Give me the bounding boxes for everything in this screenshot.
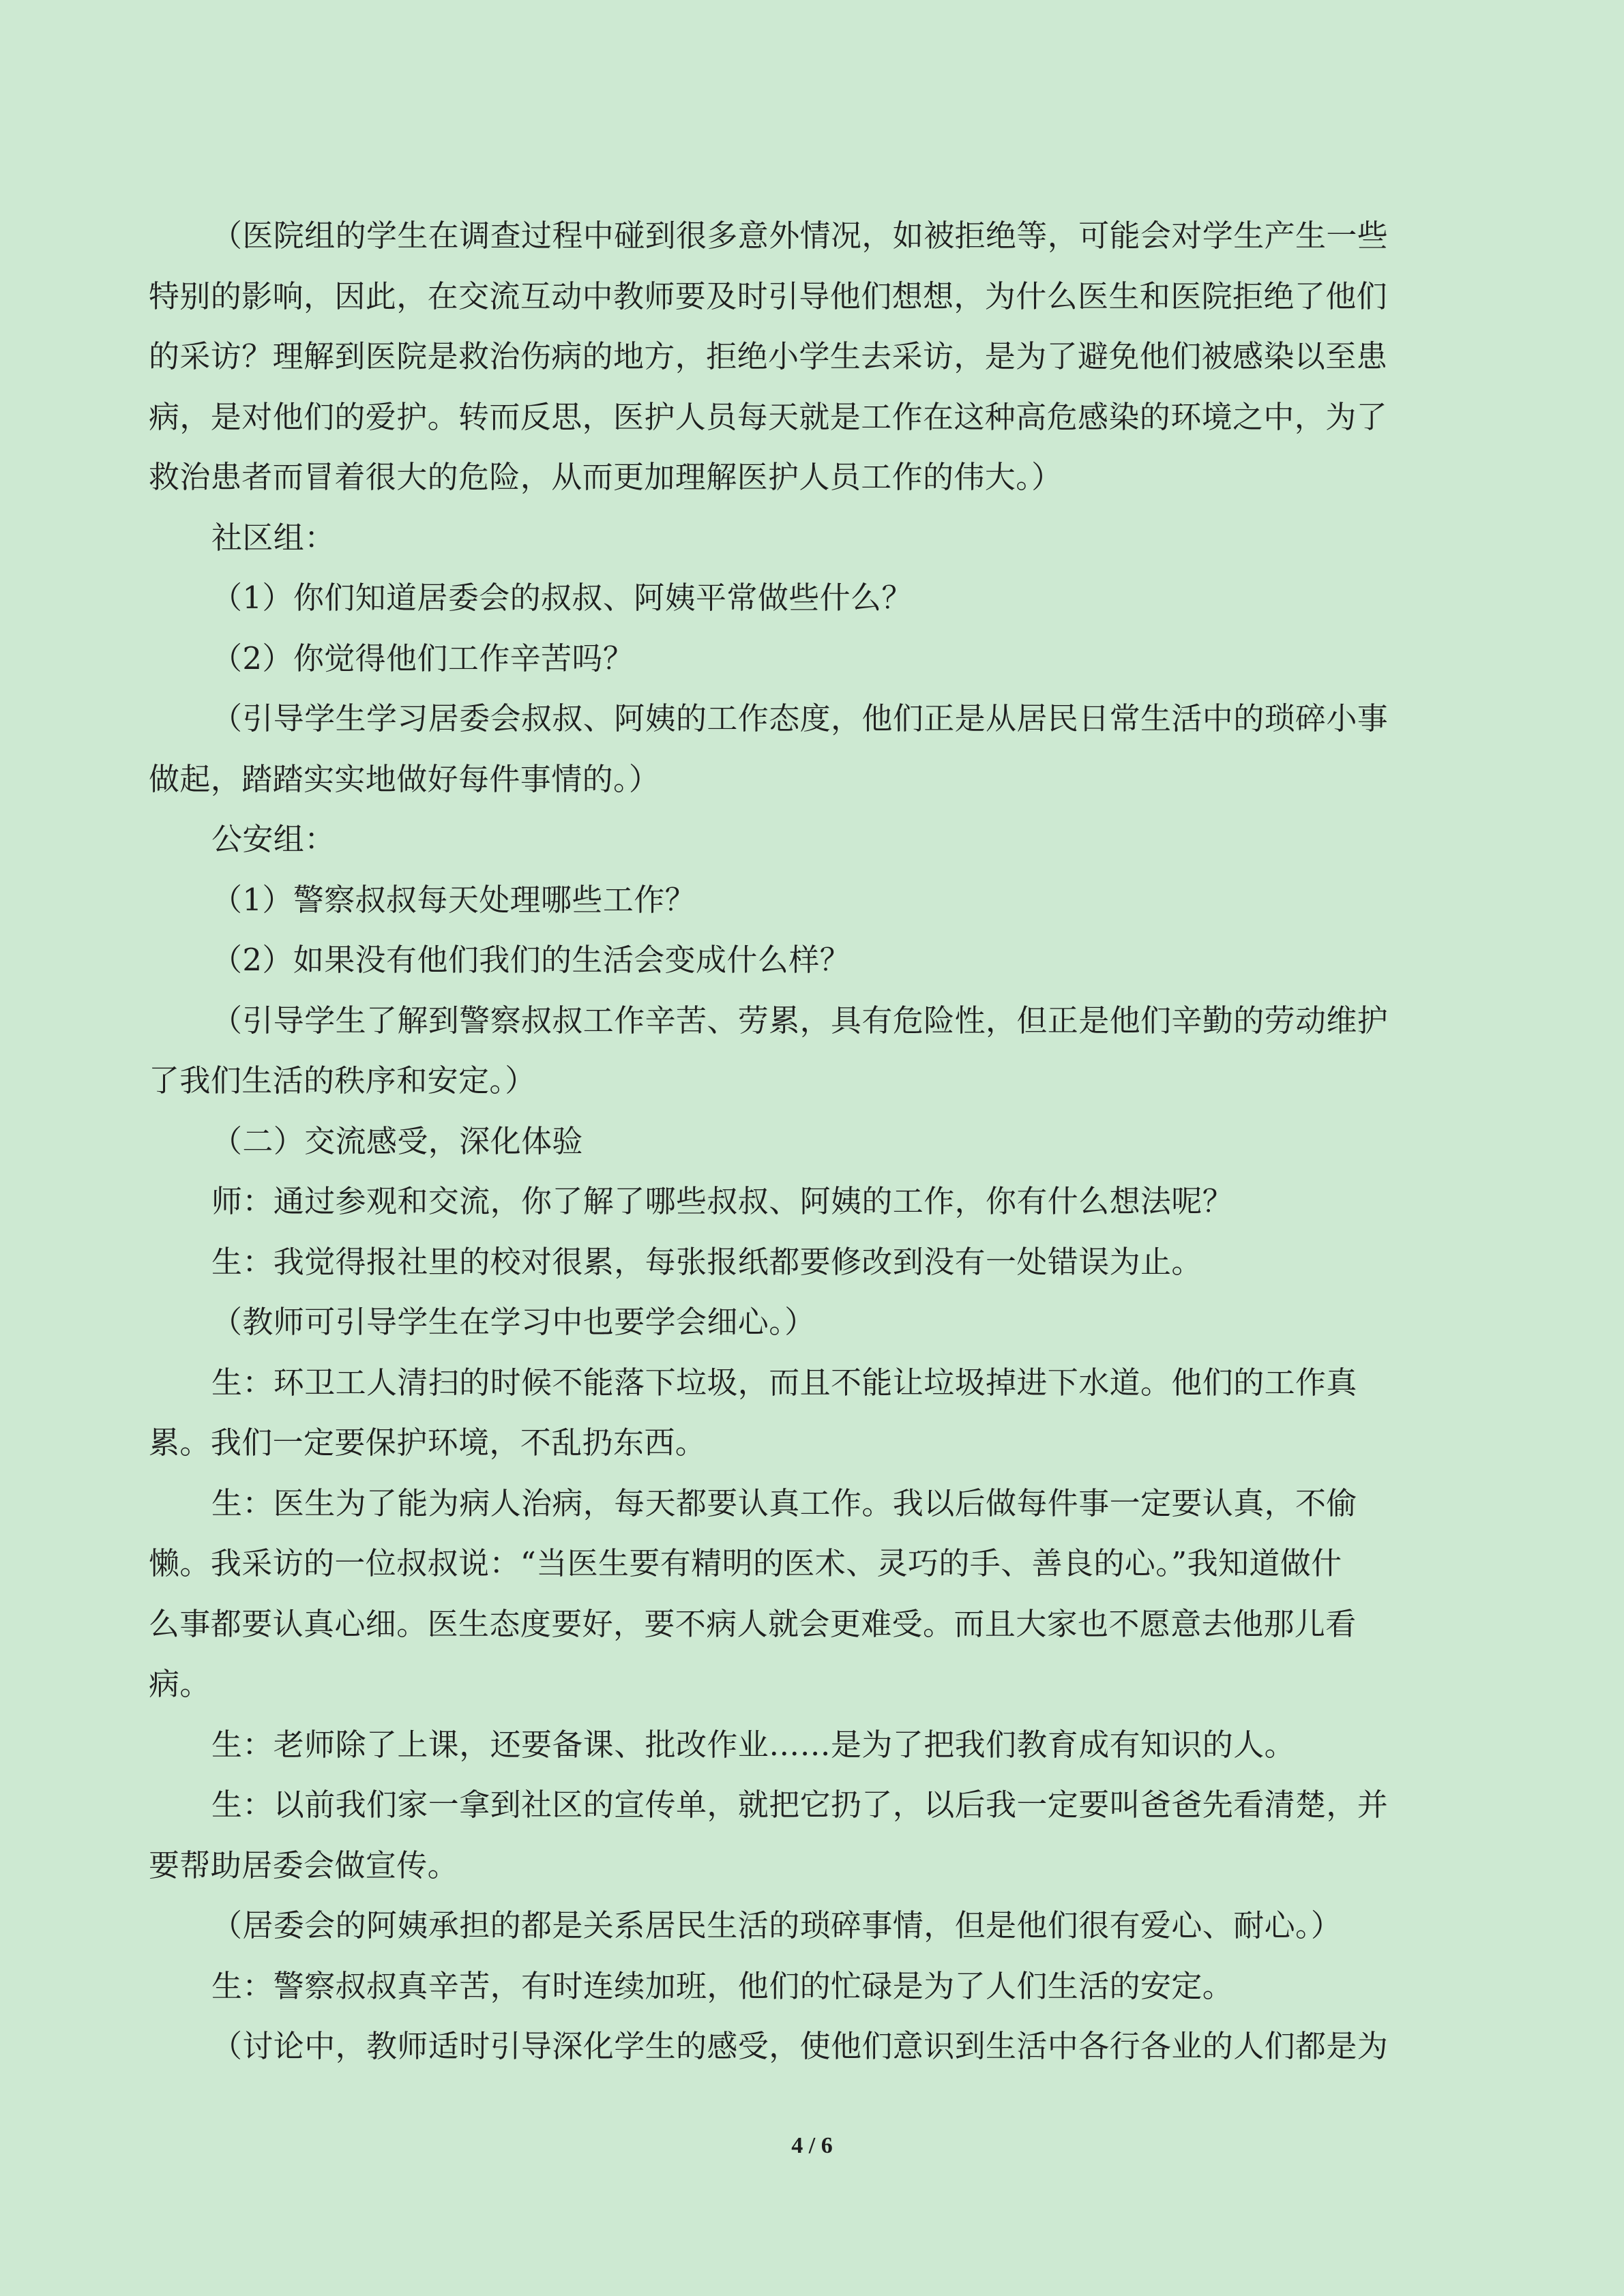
text-line: 生：环卫工人清扫的时候不能落下垃圾，而且不能让垃圾掉进下水道。他们的工作真 (211, 1364, 1357, 1401)
text-line: 生：以前我们家一拿到社区的宣传单，就把它扔了，以后我一定要叫爸爸先看清楚，并 (211, 1787, 1389, 1823)
text-line: （2）如果没有他们我们的生活会变成什么样？ (211, 942, 851, 978)
text-line: 生：老师除了上课，还要备课、批改作业……是为了把我们教育成有知识的人。 (211, 1726, 1296, 1763)
text-line: 特别的影响，因此，在交流互动中教师要及时引导他们想想，为什么医生和医院拒绝了他们 (149, 278, 1388, 314)
text-line: 公安组： (211, 821, 336, 857)
text-line: 的采访？理解到医院是救治伤病的地方，拒绝小学生去采访，是为了避免他们被感染以至患 (149, 338, 1388, 374)
text-line: （引导学生了解到警察叔叔工作辛苦、劳累，具有危险性，但正是他们辛勤的劳动维护 (211, 1002, 1389, 1039)
text-line: 累。我们一定要保护环境，不乱扔东西。 (149, 1425, 707, 1461)
text-line: （二）交流感受，深化体验 (211, 1122, 583, 1159)
text-line: 生：医生为了能为病人治病，每天都要认真工作。我以后做每件事一定要认真，不偷 (211, 1485, 1357, 1521)
text-line: （2）你觉得他们工作辛苦吗？ (211, 640, 634, 676)
text-line: 要帮助居委会做宣传。 (149, 1847, 459, 1883)
text-line: （医院组的学生在调查过程中碰到很多意外情况，如被拒绝等，可能会对学生产生一些 (211, 218, 1389, 254)
text-line: 生：我觉得报社里的校对很累，每张报纸都要修改到没有一处错误为止。 (211, 1243, 1202, 1280)
text-line: 救治患者而冒着很大的危险，从而更加理解医护人员工作的伟大。） (149, 459, 1063, 495)
document-body (149, 206, 1458, 2077)
page-number: 4 / 6 (791, 2133, 833, 2158)
text-line: 病，是对他们的爱护。转而反思，医护人员每天就是工作在这种高危感染的环境之中，为了 (149, 398, 1388, 435)
text-line: 病。 (149, 1666, 211, 1702)
text-line: 做起，踏踏实实地做好每件事情的。） (149, 760, 660, 797)
text-line: （1）警察叔叔每天处理哪些工作？ (211, 881, 696, 918)
text-line: 社区组： (211, 519, 336, 556)
text-line: （居委会的阿姨承担的都是关系居民生活的琐碎事情，但是他们很有爱心、耐心。） (211, 1907, 1342, 1943)
text-line: 了我们生活的秩序和安定。） (149, 1062, 536, 1099)
text-line: （讨论中，教师适时引导深化学生的感受，使他们意识到生活中各行各业的人们都是为 (211, 2028, 1389, 2064)
text-line: （教师可引导学生在学习中也要学会细心。） (211, 1304, 816, 1340)
text-line: 懒。我采访的一位叔叔说：“当医生要有精明的医术、灵巧的手、善良的心。”我知道做什 (149, 1545, 1342, 1581)
text-line: （引导学生学习居委会叔叔、阿姨的工作态度，他们正是从居民日常生活中的琐碎小事 (211, 700, 1389, 736)
text-line: 么事都要认真心细。医生态度要好，要不病人就会更难受。而且大家也不愿意去他那儿看 (149, 1605, 1357, 1642)
text-line: 师：通过参观和交流，你了解了哪些叔叔、阿姨的工作，你有什么想法呢？ (211, 1183, 1234, 1219)
text-line: （1）你们知道居委会的叔叔、阿姨平常做些什么？ (211, 580, 913, 616)
text-line: 生：警察叔叔真辛苦，有时连续加班，他们的忙碌是为了人们生活的安定。 (211, 1967, 1234, 2004)
